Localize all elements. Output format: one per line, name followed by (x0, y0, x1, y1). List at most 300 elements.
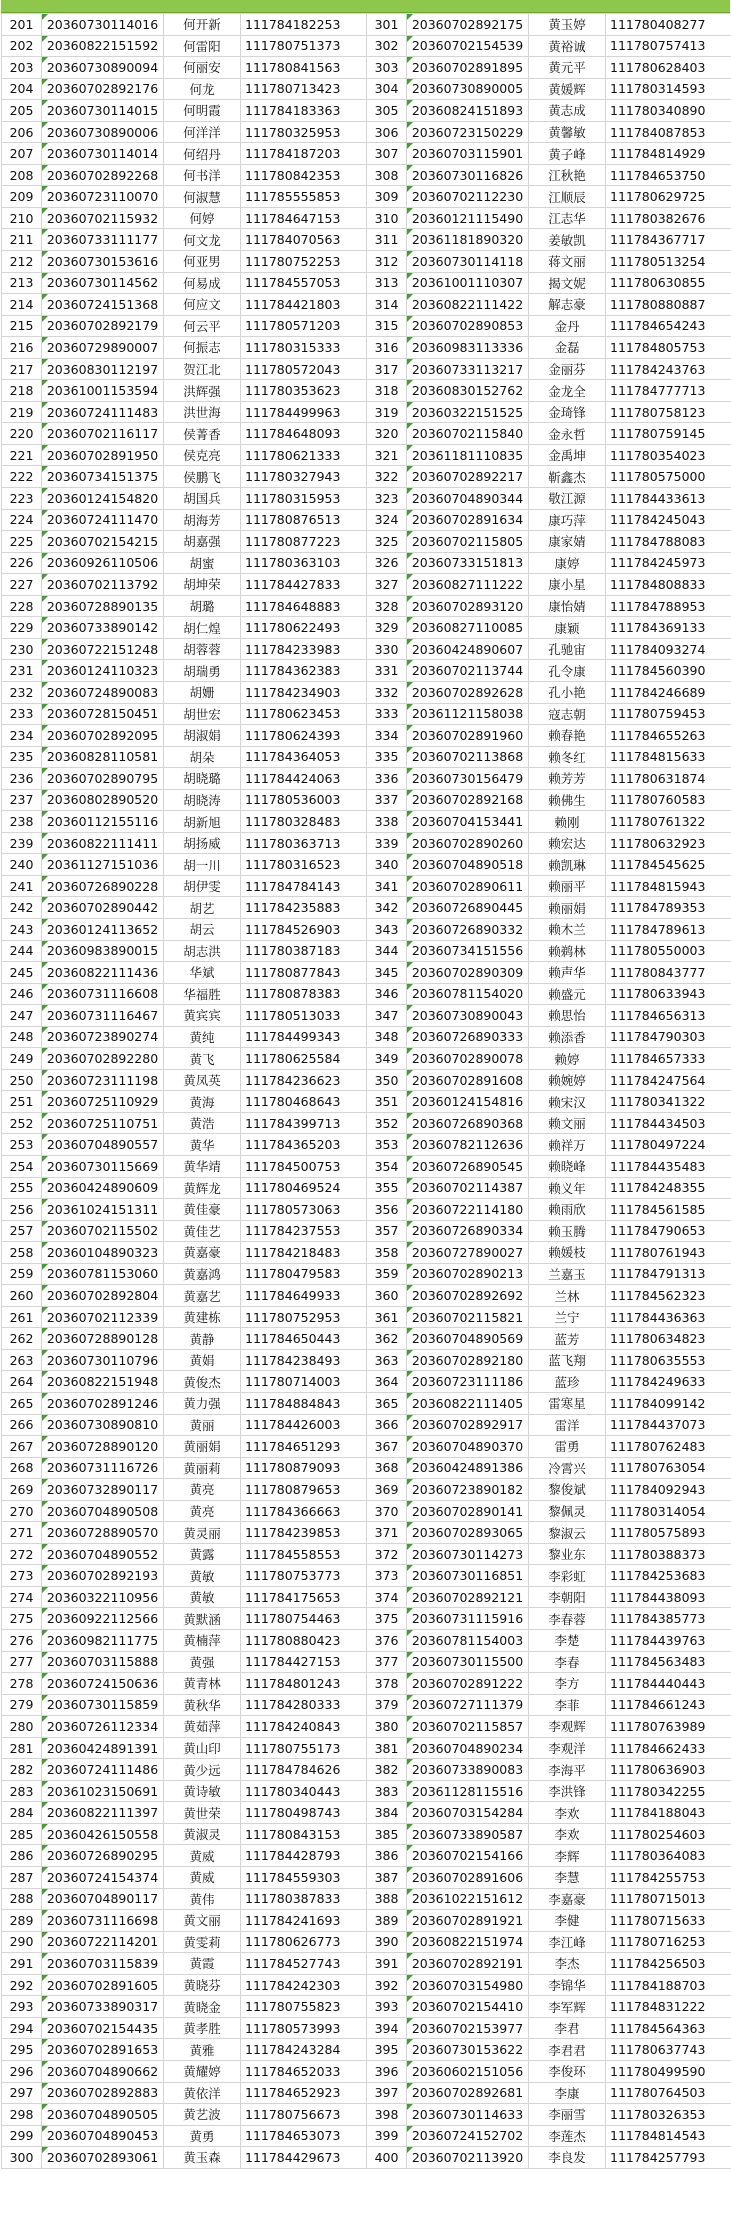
row-index-cell[interactable]: 310 (367, 207, 407, 229)
name-cell[interactable]: 孔驰宙 (529, 638, 606, 660)
phone-cell[interactable]: 111784238493 (241, 1349, 367, 1371)
name-cell[interactable]: 胡坤荣 (164, 574, 241, 596)
student-number-cell[interactable]: 20360702892121 (407, 1586, 529, 1608)
row-index-cell[interactable]: 301 (367, 14, 407, 36)
phone-cell[interactable]: 111784385773 (606, 1608, 731, 1630)
row-index-cell[interactable]: 295 (2, 2039, 42, 2061)
student-number-cell[interactable]: 20360704890557 (42, 1134, 164, 1156)
name-cell[interactable]: 李莲杰 (529, 2125, 606, 2147)
row-index-cell[interactable]: 272 (2, 1543, 42, 1565)
name-cell[interactable]: 靳鑫杰 (529, 466, 606, 488)
name-cell[interactable]: 赖刚 (529, 811, 606, 833)
student-number-cell[interactable]: 20360702892628 (407, 681, 529, 703)
student-number-cell[interactable]: 20360733890587 (407, 1823, 529, 1845)
row-index-cell[interactable]: 224 (2, 509, 42, 531)
row-index-cell[interactable]: 370 (367, 1500, 407, 1522)
name-cell[interactable]: 华福胜 (164, 983, 241, 1005)
row-index-cell[interactable]: 258 (2, 1242, 42, 1264)
student-number-cell[interactable]: 20360802890520 (42, 789, 164, 811)
row-index-cell[interactable]: 361 (367, 1306, 407, 1328)
phone-cell[interactable]: 111780571203 (241, 315, 367, 337)
row-index-cell[interactable]: 305 (367, 100, 407, 122)
row-index-cell[interactable]: 304 (367, 78, 407, 100)
row-index-cell[interactable]: 254 (2, 1155, 42, 1177)
phone-cell[interactable]: 111784362383 (241, 660, 367, 682)
phone-cell[interactable]: 111784427153 (241, 1651, 367, 1673)
name-cell[interactable]: 黄子峰 (529, 143, 606, 165)
student-number-cell[interactable]: 20360730153622 (407, 2039, 529, 2061)
name-cell[interactable]: 赖思怡 (529, 1005, 606, 1027)
name-cell[interactable]: 李康 (529, 2082, 606, 2104)
row-index-cell[interactable]: 371 (367, 1522, 407, 1544)
phone-cell[interactable]: 111780575000 (606, 466, 731, 488)
phone-cell[interactable]: 111784801243 (241, 1673, 367, 1695)
name-cell[interactable]: 黄浩 (164, 1112, 241, 1134)
student-number-cell[interactable]: 20360722114201 (42, 1931, 164, 1953)
student-number-cell[interactable]: 20360702891950 (42, 444, 164, 466)
student-number-cell[interactable]: 20360322110956 (42, 1586, 164, 1608)
row-index-cell[interactable]: 332 (367, 681, 407, 703)
row-index-cell[interactable]: 266 (2, 1414, 42, 1436)
student-number-cell[interactable]: 20360702891921 (407, 1910, 529, 1932)
phone-cell[interactable]: 111780763989 (606, 1716, 731, 1738)
student-number-cell[interactable]: 20360702115932 (42, 207, 164, 229)
phone-cell[interactable]: 111784788083 (606, 531, 731, 553)
row-index-cell[interactable]: 285 (2, 1823, 42, 1845)
phone-cell[interactable]: 111780755173 (241, 1737, 367, 1759)
row-index-cell[interactable]: 216 (2, 337, 42, 359)
name-cell[interactable]: 黎淑云 (529, 1522, 606, 1544)
student-number-cell[interactable]: 20360726112334 (42, 1716, 164, 1738)
phone-cell[interactable]: 111784093274 (606, 638, 731, 660)
name-cell[interactable]: 黄纯 (164, 1026, 241, 1048)
name-cell[interactable]: 李丽雪 (529, 2104, 606, 2126)
phone-cell[interactable]: 111784092943 (606, 1479, 731, 1501)
row-index-cell[interactable]: 327 (367, 574, 407, 596)
name-cell[interactable]: 黎业东 (529, 1543, 606, 1565)
row-index-cell[interactable]: 373 (367, 1565, 407, 1587)
name-cell[interactable]: 雷寒星 (529, 1393, 606, 1415)
student-number-cell[interactable]: 20360702890309 (407, 962, 529, 984)
name-cell[interactable]: 黄世荣 (164, 1802, 241, 1824)
row-index-cell[interactable]: 366 (367, 1414, 407, 1436)
row-index-cell[interactable]: 267 (2, 1436, 42, 1458)
student-number-cell[interactable]: 20360424890607 (407, 638, 529, 660)
name-cell[interactable]: 江志华 (529, 207, 606, 229)
name-cell[interactable]: 洪世海 (164, 401, 241, 423)
phone-cell[interactable]: 111784239853 (241, 1522, 367, 1544)
name-cell[interactable]: 黄秋华 (164, 1694, 241, 1716)
student-number-cell[interactable]: 20360733151813 (407, 552, 529, 574)
row-index-cell[interactable]: 390 (367, 1931, 407, 1953)
row-index-cell[interactable]: 244 (2, 940, 42, 962)
name-cell[interactable]: 胡晓涛 (164, 789, 241, 811)
phone-cell[interactable]: 111780513033 (241, 1005, 367, 1027)
name-cell[interactable]: 兰宁 (529, 1306, 606, 1328)
phone-cell[interactable]: 111780879093 (241, 1457, 367, 1479)
name-cell[interactable]: 敬江源 (529, 488, 606, 510)
name-cell[interactable]: 兰林 (529, 1285, 606, 1307)
student-number-cell[interactable]: 20360781154020 (407, 983, 529, 1005)
student-number-cell[interactable]: 20360702116117 (42, 423, 164, 445)
name-cell[interactable]: 揭文妮 (529, 272, 606, 294)
phone-cell[interactable]: 111780841563 (241, 57, 367, 79)
phone-cell[interactable]: 111780499590 (606, 2060, 731, 2082)
student-number-cell[interactable]: 20360827110085 (407, 617, 529, 639)
name-cell[interactable]: 李欢 (529, 1802, 606, 1824)
student-number-cell[interactable]: 20360702891608 (407, 1069, 529, 1091)
row-index-cell[interactable]: 296 (2, 2060, 42, 2082)
phone-cell[interactable]: 111784187203 (241, 143, 367, 165)
student-number-cell[interactable]: 20360724111470 (42, 509, 164, 531)
row-index-cell[interactable]: 347 (367, 1005, 407, 1027)
student-number-cell[interactable]: 20360730890810 (42, 1414, 164, 1436)
name-cell[interactable]: 金磊 (529, 337, 606, 359)
name-cell[interactable]: 黄玉森 (164, 2147, 241, 2169)
student-number-cell[interactable]: 20360703154284 (407, 1802, 529, 1824)
phone-cell[interactable]: 111780629725 (606, 186, 731, 208)
row-index-cell[interactable]: 346 (367, 983, 407, 1005)
name-cell[interactable]: 姜敏凯 (529, 229, 606, 251)
student-number-cell[interactable]: 20361128115516 (407, 1780, 529, 1802)
row-index-cell[interactable]: 389 (367, 1910, 407, 1932)
phone-cell[interactable]: 111784654243 (606, 315, 731, 337)
name-cell[interactable]: 赖冬红 (529, 746, 606, 768)
name-cell[interactable]: 洪辉强 (164, 380, 241, 402)
student-number-cell[interactable]: 20360702892176 (42, 78, 164, 100)
student-number-cell[interactable]: 20360731116726 (42, 1457, 164, 1479)
phone-cell[interactable]: 111784255753 (606, 1867, 731, 1889)
row-index-cell[interactable]: 282 (2, 1759, 42, 1781)
name-cell[interactable]: 金丽芬 (529, 358, 606, 380)
student-number-cell[interactable]: 20360703115839 (42, 1953, 164, 1975)
phone-cell[interactable]: 111780751373 (241, 35, 367, 57)
student-number-cell[interactable]: 20360112155116 (42, 811, 164, 833)
phone-cell[interactable]: 111784218483 (241, 1242, 367, 1264)
row-index-cell[interactable]: 218 (2, 380, 42, 402)
row-index-cell[interactable]: 387 (367, 1867, 407, 1889)
row-index-cell[interactable]: 279 (2, 1694, 42, 1716)
phone-cell[interactable]: 111784808833 (606, 574, 731, 596)
phone-cell[interactable]: 111784182253 (241, 14, 367, 36)
name-cell[interactable]: 李春 (529, 1651, 606, 1673)
student-number-cell[interactable]: 20360724890083 (42, 681, 164, 703)
name-cell[interactable]: 黄默涵 (164, 1608, 241, 1630)
phone-cell[interactable]: 111780387183 (241, 940, 367, 962)
student-number-cell[interactable]: 20360702891634 (407, 509, 529, 531)
phone-cell[interactable]: 111784175653 (241, 1586, 367, 1608)
student-number-cell[interactable]: 20360702892168 (407, 789, 529, 811)
name-cell[interactable]: 黄华靖 (164, 1155, 241, 1177)
phone-cell[interactable]: 111780622493 (241, 617, 367, 639)
name-cell[interactable]: 黄晓芬 (164, 1974, 241, 1996)
phone-cell[interactable]: 111784437073 (606, 1414, 731, 1436)
phone-cell[interactable]: 111780575893 (606, 1522, 731, 1544)
name-cell[interactable]: 赖婉婷 (529, 1069, 606, 1091)
name-cell[interactable]: 解志豪 (529, 294, 606, 316)
name-cell[interactable]: 黄宾宾 (164, 1005, 241, 1027)
student-number-cell[interactable]: 20360702115502 (42, 1220, 164, 1242)
row-index-cell[interactable]: 355 (367, 1177, 407, 1199)
row-index-cell[interactable]: 376 (367, 1630, 407, 1652)
student-number-cell[interactable]: 20360702154435 (42, 2017, 164, 2039)
row-index-cell[interactable]: 214 (2, 294, 42, 316)
name-cell[interactable]: 李杰 (529, 1953, 606, 1975)
student-number-cell[interactable]: 20360983113336 (407, 337, 529, 359)
phone-cell[interactable]: 111780621333 (241, 444, 367, 466)
name-cell[interactable]: 寇志朝 (529, 703, 606, 725)
student-number-cell[interactable]: 20360702890260 (407, 832, 529, 854)
name-cell[interactable]: 黎佩灵 (529, 1500, 606, 1522)
row-index-cell[interactable]: 271 (2, 1522, 42, 1544)
phone-cell[interactable]: 111780759145 (606, 423, 731, 445)
row-index-cell[interactable]: 311 (367, 229, 407, 251)
phone-cell[interactable]: 111784248355 (606, 1177, 731, 1199)
row-index-cell[interactable]: 280 (2, 1716, 42, 1738)
student-number-cell[interactable]: 20360727111379 (407, 1694, 529, 1716)
student-number-cell[interactable]: 20360124154816 (407, 1091, 529, 1113)
student-number-cell[interactable]: 20360725110929 (42, 1091, 164, 1113)
row-index-cell[interactable]: 386 (367, 1845, 407, 1867)
phone-cell[interactable]: 111780752953 (241, 1306, 367, 1328)
name-cell[interactable]: 黄强 (164, 1651, 241, 1673)
name-cell[interactable]: 胡扬威 (164, 832, 241, 854)
name-cell[interactable]: 赖媛枝 (529, 1242, 606, 1264)
phone-cell[interactable]: 111780756673 (241, 2104, 367, 2126)
name-cell[interactable]: 胡国兵 (164, 488, 241, 510)
phone-cell[interactable]: 111784647153 (241, 207, 367, 229)
phone-cell[interactable]: 111784662433 (606, 1737, 731, 1759)
name-cell[interactable]: 赖宏达 (529, 832, 606, 854)
phone-cell[interactable]: 111784188703 (606, 1974, 731, 1996)
student-number-cell[interactable]: 20360703115888 (42, 1651, 164, 1673)
row-index-cell[interactable]: 235 (2, 746, 42, 768)
phone-cell[interactable]: 111780636903 (606, 1759, 731, 1781)
name-cell[interactable]: 胡蓉蓉 (164, 638, 241, 660)
phone-cell[interactable]: 111780354023 (606, 444, 731, 466)
name-cell[interactable]: 康颖 (529, 617, 606, 639)
phone-cell[interactable]: 111784657333 (606, 1048, 731, 1070)
row-index-cell[interactable]: 209 (2, 186, 42, 208)
row-index-cell[interactable]: 349 (367, 1048, 407, 1070)
name-cell[interactable]: 何云平 (164, 315, 241, 337)
student-number-cell[interactable]: 20360424891386 (407, 1457, 529, 1479)
name-cell[interactable]: 胡海芳 (164, 509, 241, 531)
row-index-cell[interactable]: 318 (367, 380, 407, 402)
student-number-cell[interactable]: 20360822151592 (42, 35, 164, 57)
row-index-cell[interactable]: 374 (367, 1586, 407, 1608)
name-cell[interactable]: 李辉 (529, 1845, 606, 1867)
row-index-cell[interactable]: 268 (2, 1457, 42, 1479)
student-number-cell[interactable]: 20360733111177 (42, 229, 164, 251)
row-index-cell[interactable]: 384 (367, 1802, 407, 1824)
student-number-cell[interactable]: 20360424890609 (42, 1177, 164, 1199)
student-number-cell[interactable]: 20360702892280 (42, 1048, 164, 1070)
phone-cell[interactable]: 111784246689 (606, 681, 731, 703)
student-number-cell[interactable]: 20360702113868 (407, 746, 529, 768)
student-number-cell[interactable]: 20360730114016 (42, 14, 164, 36)
phone-cell[interactable]: 111780513254 (606, 251, 731, 273)
phone-cell[interactable]: 111780753773 (241, 1565, 367, 1587)
name-cell[interactable]: 黄敏 (164, 1586, 241, 1608)
phone-cell[interactable]: 111780635553 (606, 1349, 731, 1371)
phone-cell[interactable]: 111784789353 (606, 897, 731, 919)
student-number-cell[interactable]: 20360726890545 (407, 1155, 529, 1177)
phone-cell[interactable]: 111780714003 (241, 1371, 367, 1393)
name-cell[interactable]: 黄楠萍 (164, 1630, 241, 1652)
phone-cell[interactable]: 111784428793 (241, 1845, 367, 1867)
row-index-cell[interactable]: 395 (367, 2039, 407, 2061)
row-index-cell[interactable]: 255 (2, 1177, 42, 1199)
student-number-cell[interactable]: 20360726890368 (407, 1112, 529, 1134)
name-cell[interactable]: 黄文丽 (164, 1910, 241, 1932)
name-cell[interactable]: 黄依洋 (164, 2082, 241, 2104)
phone-cell[interactable]: 111784439763 (606, 1630, 731, 1652)
student-number-cell[interactable]: 20360702893120 (407, 595, 529, 617)
phone-cell[interactable]: 111780572043 (241, 358, 367, 380)
name-cell[interactable]: 赖文丽 (529, 1112, 606, 1134)
name-cell[interactable]: 黄伟 (164, 1888, 241, 1910)
name-cell[interactable]: 黄玉婷 (529, 14, 606, 36)
student-number-cell[interactable]: 20360704890569 (407, 1328, 529, 1350)
row-index-cell[interactable]: 362 (367, 1328, 407, 1350)
name-cell[interactable]: 康小星 (529, 574, 606, 596)
phone-cell[interactable]: 111784652923 (241, 2082, 367, 2104)
student-number-cell[interactable]: 20360702891895 (407, 57, 529, 79)
phone-cell[interactable]: 111784559303 (241, 1867, 367, 1889)
student-number-cell[interactable]: 20360730115500 (407, 1651, 529, 1673)
name-cell[interactable]: 黄华 (164, 1134, 241, 1156)
name-cell[interactable]: 黄佳艺 (164, 1220, 241, 1242)
student-number-cell[interactable]: 20360702892217 (407, 466, 529, 488)
row-index-cell[interactable]: 257 (2, 1220, 42, 1242)
phone-cell[interactable]: 111784790303 (606, 1026, 731, 1048)
name-cell[interactable]: 李俊环 (529, 2060, 606, 2082)
phone-cell[interactable]: 111784435483 (606, 1155, 731, 1177)
row-index-cell[interactable]: 396 (367, 2060, 407, 2082)
row-index-cell[interactable]: 202 (2, 35, 42, 57)
row-index-cell[interactable]: 221 (2, 444, 42, 466)
name-cell[interactable]: 蒋文丽 (529, 251, 606, 273)
row-index-cell[interactable]: 251 (2, 1091, 42, 1113)
phone-cell[interactable]: 111784366663 (241, 1500, 367, 1522)
name-cell[interactable]: 李欢 (529, 1823, 606, 1845)
student-number-cell[interactable]: 20361127151036 (42, 854, 164, 876)
phone-cell[interactable]: 111780763054 (606, 1457, 731, 1479)
name-cell[interactable]: 黄裕诚 (529, 35, 606, 57)
name-cell[interactable]: 黄敏 (164, 1565, 241, 1587)
phone-cell[interactable]: 111784652033 (241, 2060, 367, 2082)
name-cell[interactable]: 何婷 (164, 207, 241, 229)
row-index-cell[interactable]: 238 (2, 811, 42, 833)
phone-cell[interactable]: 111780327943 (241, 466, 367, 488)
student-number-cell[interactable]: 20360822151948 (42, 1371, 164, 1393)
name-cell[interactable]: 金琦锋 (529, 401, 606, 423)
student-number-cell[interactable]: 20360782112636 (407, 1134, 529, 1156)
phone-cell[interactable]: 111784438093 (606, 1586, 731, 1608)
row-index-cell[interactable]: 363 (367, 1349, 407, 1371)
student-number-cell[interactable]: 20360982111775 (42, 1630, 164, 1652)
row-index-cell[interactable]: 333 (367, 703, 407, 725)
phone-cell[interactable]: 111784656313 (606, 1005, 731, 1027)
row-index-cell[interactable]: 233 (2, 703, 42, 725)
student-number-cell[interactable]: 20360724151368 (42, 294, 164, 316)
student-number-cell[interactable]: 20360730110796 (42, 1349, 164, 1371)
student-number-cell[interactable]: 20360724152702 (407, 2125, 529, 2147)
student-number-cell[interactable]: 20360731116467 (42, 1005, 164, 1027)
student-number-cell[interactable]: 20360724111483 (42, 401, 164, 423)
row-index-cell[interactable]: 398 (367, 2104, 407, 2126)
name-cell[interactable]: 赖木兰 (529, 918, 606, 940)
phone-cell[interactable]: 111784500753 (241, 1155, 367, 1177)
row-index-cell[interactable]: 247 (2, 1005, 42, 1027)
phone-cell[interactable]: 111780715013 (606, 1888, 731, 1910)
row-index-cell[interactable]: 351 (367, 1091, 407, 1113)
name-cell[interactable]: 何绍丹 (164, 143, 241, 165)
name-cell[interactable]: 赖玉腾 (529, 1220, 606, 1242)
row-index-cell[interactable]: 219 (2, 401, 42, 423)
name-cell[interactable]: 胡姗 (164, 681, 241, 703)
row-index-cell[interactable]: 383 (367, 1780, 407, 1802)
phone-cell[interactable]: 111780536003 (241, 789, 367, 811)
student-number-cell[interactable]: 20360702154539 (407, 35, 529, 57)
student-number-cell[interactable]: 20360730115669 (42, 1155, 164, 1177)
student-number-cell[interactable]: 20360702113920 (407, 2147, 529, 2169)
name-cell[interactable]: 李君君 (529, 2039, 606, 2061)
name-cell[interactable]: 黄俊杰 (164, 1371, 241, 1393)
row-index-cell[interactable]: 211 (2, 229, 42, 251)
name-cell[interactable]: 黄辉龙 (164, 1177, 241, 1199)
row-index-cell[interactable]: 324 (367, 509, 407, 531)
phone-cell[interactable]: 111780760583 (606, 789, 731, 811)
student-number-cell[interactable]: 20360728890135 (42, 595, 164, 617)
phone-cell[interactable]: 111780328483 (241, 811, 367, 833)
student-number-cell[interactable]: 20361121158038 (407, 703, 529, 725)
student-number-cell[interactable]: 20360828110581 (42, 746, 164, 768)
student-number-cell[interactable]: 20360723111198 (42, 1069, 164, 1091)
name-cell[interactable]: 李锦华 (529, 1974, 606, 1996)
row-index-cell[interactable]: 265 (2, 1393, 42, 1415)
student-number-cell[interactable]: 20360702114387 (407, 1177, 529, 1199)
student-number-cell[interactable]: 20360726890445 (407, 897, 529, 919)
row-index-cell[interactable]: 342 (367, 897, 407, 919)
phone-cell[interactable]: 111784655263 (606, 725, 731, 747)
student-number-cell[interactable]: 20360702891653 (42, 2039, 164, 2061)
phone-cell[interactable]: 111784563483 (606, 1651, 731, 1673)
student-number-cell[interactable]: 20360724154374 (42, 1867, 164, 1889)
name-cell[interactable]: 何应文 (164, 294, 241, 316)
phone-cell[interactable]: 111784884843 (241, 1393, 367, 1415)
student-number-cell[interactable]: 20360729890007 (42, 337, 164, 359)
student-number-cell[interactable]: 20360704890518 (407, 854, 529, 876)
name-cell[interactable]: 黄雅 (164, 2039, 241, 2061)
row-index-cell[interactable]: 306 (367, 121, 407, 143)
name-cell[interactable]: 雷勇 (529, 1436, 606, 1458)
row-index-cell[interactable]: 368 (367, 1457, 407, 1479)
row-index-cell[interactable]: 291 (2, 1953, 42, 1975)
student-number-cell[interactable]: 20360702891246 (42, 1393, 164, 1415)
name-cell[interactable]: 黄晓金 (164, 1996, 241, 2018)
phone-cell[interactable]: 111784243763 (606, 358, 731, 380)
row-index-cell[interactable]: 293 (2, 1996, 42, 2018)
row-index-cell[interactable]: 252 (2, 1112, 42, 1134)
row-index-cell[interactable]: 248 (2, 1026, 42, 1048)
name-cell[interactable]: 胡晓璐 (164, 768, 241, 790)
student-number-cell[interactable]: 20360726890334 (407, 1220, 529, 1242)
name-cell[interactable]: 赖雨欣 (529, 1199, 606, 1221)
row-index-cell[interactable]: 350 (367, 1069, 407, 1091)
row-index-cell[interactable]: 283 (2, 1780, 42, 1802)
